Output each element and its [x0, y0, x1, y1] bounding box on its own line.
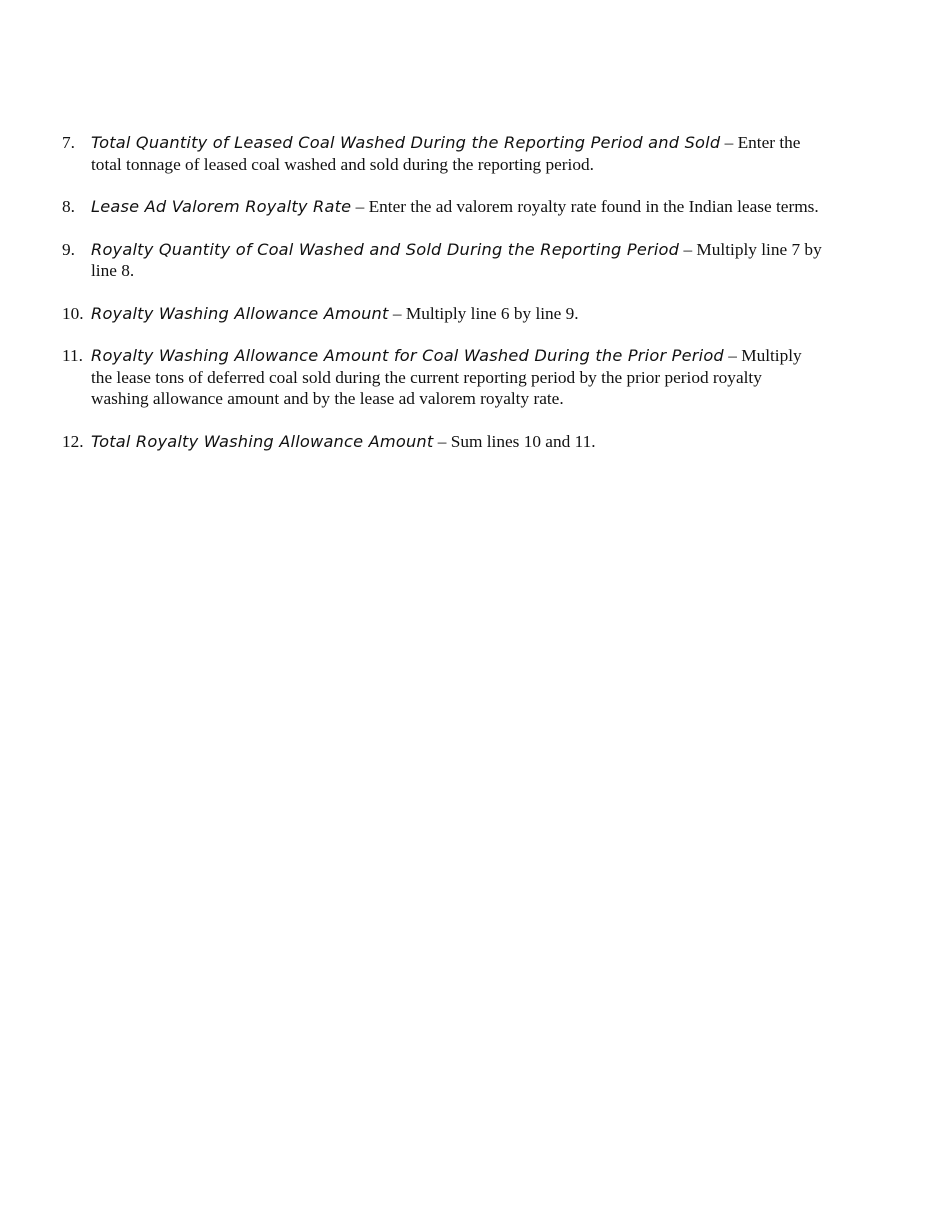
item-text: Sum lines 10 and 11.	[450, 431, 596, 451]
item-number: 9.	[62, 239, 75, 259]
item-title: Lease Ad Valorem Royalty Rate	[91, 197, 352, 216]
item-text: Enter the total tonnage of leased coal washed and sold during the reporting period.	[91, 133, 801, 174]
instruction-item-8	[62, 196, 822, 218]
item-number: 10.	[62, 303, 84, 323]
item-number: 8.	[62, 197, 75, 216]
item-title: Royalty Washing Allowance Amount	[91, 303, 389, 323]
item-separator: –	[388, 303, 406, 323]
item-text: Multiply line 6 by line 9.	[405, 303, 579, 323]
item-title: Royalty Washing Allowance Amount for Coal Washed During the Prior Period	[91, 346, 724, 365]
instruction-item-12	[62, 431, 822, 453]
instruction-list	[62, 132, 822, 473]
item-number: 7.	[62, 133, 75, 152]
item-separator: –	[433, 431, 451, 451]
instruction-item-9	[62, 239, 822, 282]
instruction-item-7	[62, 132, 822, 175]
item-text: Multiply line 7 by line 8.	[91, 239, 822, 280]
item-separator: –	[351, 197, 369, 216]
item-title: Total Quantity of Leased Coal Washed During the Reporting Period and Sold	[91, 133, 721, 152]
item-title: Royalty Quantity of Coal Washed and Sold During the Reporting Period	[91, 239, 680, 259]
item-separator: –	[720, 133, 738, 152]
item-title: Total Royalty Washing Allowance Amount	[91, 431, 434, 451]
item-separator: –	[723, 346, 742, 365]
item-number: 11.	[62, 346, 83, 365]
instruction-item-11	[62, 345, 822, 410]
item-number: 12.	[62, 431, 84, 451]
item-text: Multiply the lease tons of deferred coal sold during the current reporting period by the prior period royalty washing allowance amount and by the lease ad valorem royalty rate.	[91, 346, 802, 408]
item-separator: –	[679, 239, 697, 259]
item-text: Enter the ad valorem royalty rate found in the Indian lease terms.	[368, 197, 819, 216]
instruction-item-10	[62, 303, 822, 325]
